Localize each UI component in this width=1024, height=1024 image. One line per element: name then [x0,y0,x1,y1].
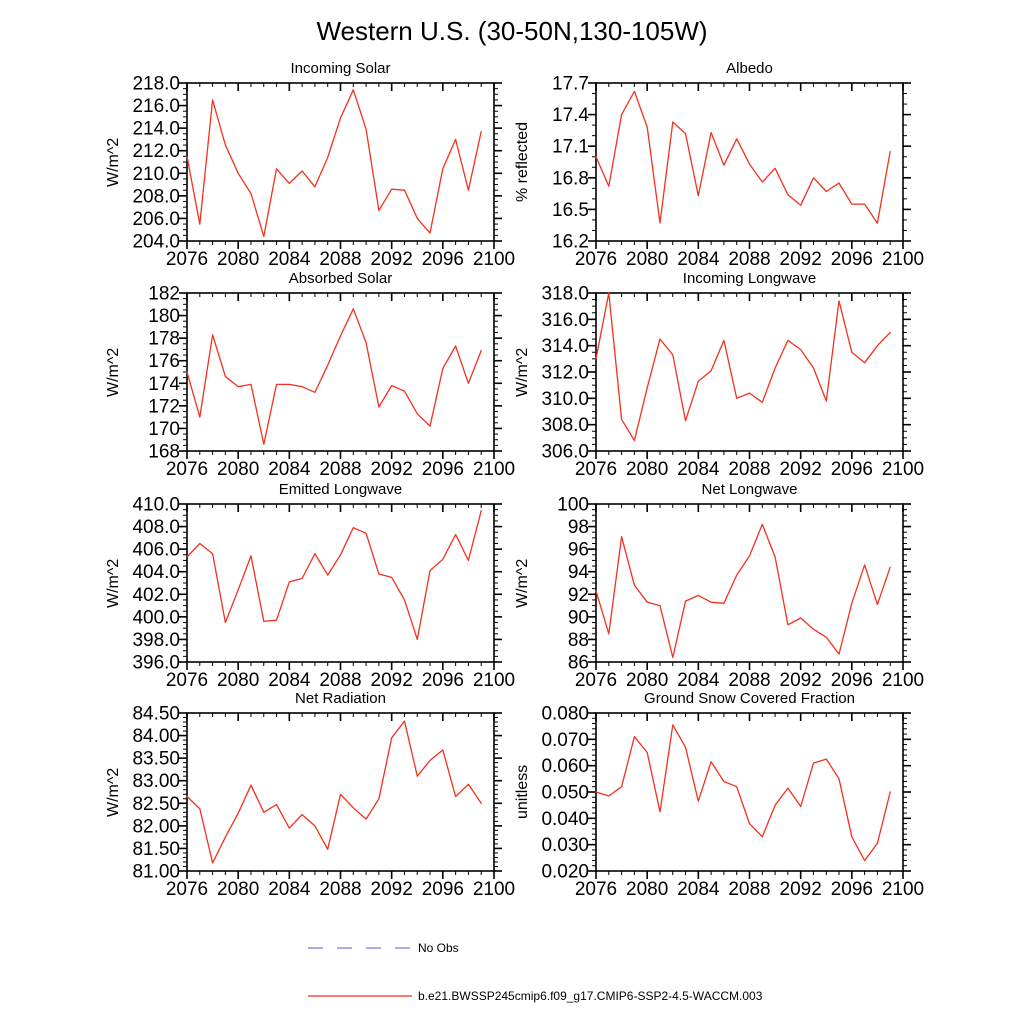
y-axis-label: W/m^2 [105,137,122,187]
y-tick-label: 83.50 [132,748,180,770]
y-axis-label: W/m^2 [105,347,122,397]
y-tick-label: 180 [148,306,180,328]
y-tick-label: 318.0 [541,283,589,305]
y-tick-label: 178 [148,328,180,350]
y-tick-label: 98 [567,517,589,539]
y-tick-label: 172 [148,396,180,418]
y-tick-label: 316.0 [541,309,589,331]
x-tick-label: 2100 [472,459,516,480]
x-tick-label: 2076 [574,459,618,480]
y-tick-label: 81.50 [132,838,180,860]
y-tick-label: 404.0 [132,562,180,584]
y-axis-label: % reflected [514,121,531,203]
data-series-line [596,725,890,861]
y-tick-label: 0.080 [541,703,589,725]
y-tick-label: 308.0 [541,415,589,437]
y-tick-label: 17.1 [552,136,589,158]
chart-incoming-solar [100,57,535,284]
x-tick-label: 2080 [217,879,260,900]
x-tick-label: 2100 [881,879,925,900]
x-tick-label: 2088 [319,670,362,691]
y-axis-label: W/m^2 [105,558,122,608]
x-tick-label: 2088 [728,459,771,480]
plot-frame [187,504,494,662]
legend-label-model-run: b.e21.BWSSP245cmip6.f09_g17.CMIP6-SSP2-4.5-WACCM.003 [418,989,763,1003]
plot-canvas [100,267,535,494]
x-axis [575,713,924,900]
y-tick-label: 306.0 [541,441,589,463]
plot-canvas [100,57,535,284]
y-tick-label: 84.00 [132,726,180,748]
x-tick-label: 2080 [217,459,260,480]
y-tick-label: 310.0 [541,388,589,410]
x-tick-label: 2076 [165,670,209,691]
x-tick-label: 2088 [728,249,771,270]
y-tick-label: 17.7 [552,73,589,95]
y-tick-label: 82.50 [132,793,180,815]
y-tick-label: 92 [567,584,589,606]
chart-title: Net Radiation [295,690,386,707]
y-axis [132,704,502,883]
x-tick-label: 2092 [779,249,822,270]
x-axis [166,83,515,270]
y-tick-label: 402.0 [132,584,180,606]
x-tick-label: 2080 [626,249,669,270]
y-axis-label: W/m^2 [514,558,531,608]
x-tick-label: 2096 [830,249,873,270]
x-tick-label: 2096 [421,670,464,691]
chart-title: Albedo [726,60,773,77]
plot-canvas [509,57,944,284]
y-tick-label: 86 [567,652,589,674]
y-tick-label: 82.00 [132,816,180,838]
y-tick-label: 400.0 [132,607,180,629]
plot-frame [187,293,494,451]
legend [300,933,820,1013]
x-tick-label: 2100 [881,249,925,270]
chart-net-longwave [509,478,944,705]
data-series-line [187,90,481,237]
plot-canvas [100,478,535,705]
plot-frame [596,504,903,662]
y-axis [132,495,502,674]
y-tick-label: 214.0 [132,118,180,140]
x-tick-label: 2092 [370,249,413,270]
y-tick-label: 90 [567,607,589,629]
y-tick-label: 0.050 [541,782,589,804]
x-tick-label: 2092 [370,879,413,900]
y-tick-label: 0.020 [541,861,589,883]
x-tick-label: 2076 [165,459,209,480]
x-axis [166,713,515,900]
chart-title: Incoming Solar [290,60,391,77]
plot-frame [596,293,903,451]
y-tick-label: 16.5 [552,199,589,221]
y-tick-label: 312.0 [541,362,589,384]
x-axis [575,293,924,480]
y-tick-label: 16.8 [552,168,589,190]
y-tick-label: 408.0 [132,517,180,539]
y-tick-label: 88 [567,629,589,651]
chart-title: Ground Snow Covered Fraction [644,690,855,707]
x-tick-label: 2092 [370,670,413,691]
y-axis [148,284,502,463]
x-tick-label: 2084 [268,249,311,270]
x-tick-label: 2080 [626,459,669,480]
y-tick-label: 396.0 [132,652,180,674]
y-tick-label: 174 [148,373,180,395]
y-tick-label: 410.0 [132,494,180,516]
y-tick-label: 314.0 [541,336,589,358]
x-tick-label: 2080 [217,249,260,270]
chart-absorbed-solar [100,267,535,494]
y-tick-label: 96 [567,539,589,561]
x-axis [166,504,515,691]
plot-canvas [509,687,944,914]
x-tick-label: 2100 [472,249,516,270]
x-tick-label: 2096 [830,670,873,691]
y-axis-label: unitless [514,764,531,820]
y-tick-label: 216.0 [132,96,180,118]
x-tick-label: 2092 [370,459,413,480]
y-tick-label: 206.0 [132,208,180,230]
y-tick-label: 168 [148,441,180,463]
x-tick-label: 2100 [472,879,516,900]
plot-frame [596,83,903,241]
plot-canvas [100,687,535,914]
x-tick-label: 2084 [268,670,311,691]
x-tick-label: 2076 [574,249,618,270]
x-tick-label: 2080 [626,670,669,691]
x-tick-label: 2084 [677,879,720,900]
x-tick-label: 2088 [728,879,771,900]
x-tick-label: 2088 [728,670,771,691]
x-axis [166,293,515,480]
x-tick-label: 2092 [779,670,822,691]
x-tick-label: 2076 [165,879,209,900]
chart-incoming-longwave [509,267,944,494]
page-title: Western U.S. (30-50N,130-105W) [316,16,708,46]
y-tick-label: 170 [148,418,180,440]
y-axis [541,704,911,883]
x-axis [575,504,924,691]
x-tick-label: 2096 [830,459,873,480]
y-tick-label: 81.00 [132,861,180,883]
x-tick-label: 2080 [217,670,260,691]
y-tick-label: 208.0 [132,186,180,208]
y-axis-label: W/m^2 [514,347,531,397]
chart-title: Net Longwave [701,481,798,498]
x-tick-label: 2096 [421,879,464,900]
x-tick-label: 2096 [421,459,464,480]
x-tick-label: 2092 [779,459,822,480]
plot-frame [187,713,494,871]
data-series-line [596,524,890,657]
chart-title: Incoming Longwave [682,270,817,287]
chart-title: Emitted Longwave [278,481,403,498]
y-tick-label: 182 [148,283,180,305]
x-tick-label: 2100 [881,670,925,691]
x-tick-label: 2096 [421,249,464,270]
x-tick-label: 2084 [268,879,311,900]
chart-title: Absorbed Solar [288,270,393,287]
x-tick-label: 2084 [677,249,720,270]
x-axis [575,83,924,270]
y-tick-label: 176 [148,351,180,373]
plot-canvas [509,478,944,705]
y-axis [552,74,911,253]
legend-label-no-obs: No Obs [418,941,459,955]
x-tick-label: 2100 [472,670,516,691]
x-tick-label: 2100 [881,459,925,480]
x-tick-label: 2084 [268,459,311,480]
y-tick-label: 212.0 [132,141,180,163]
x-tick-label: 2088 [319,249,362,270]
y-tick-label: 406.0 [132,539,180,561]
chart-emitted-longwave [100,478,535,705]
y-tick-label: 0.040 [541,808,589,830]
x-tick-label: 2076 [165,249,209,270]
y-axis-label: W/m^2 [105,767,122,817]
x-tick-label: 2084 [677,670,720,691]
x-tick-label: 2084 [677,459,720,480]
chart-ground-snow-covered-fraction [509,687,944,914]
data-series-line [187,309,481,444]
y-tick-label: 94 [567,562,589,584]
y-tick-label: 0.070 [541,729,589,751]
data-series-line [187,511,481,640]
plot-canvas [509,267,944,494]
x-tick-label: 2088 [319,879,362,900]
data-series-line [596,293,890,441]
y-tick-label: 0.060 [541,756,589,778]
y-tick-label: 17.4 [552,105,589,127]
y-axis [541,284,911,463]
x-tick-label: 2092 [779,879,822,900]
data-series-line [596,91,890,223]
x-tick-label: 2096 [830,879,873,900]
y-tick-label: 83.00 [132,771,180,793]
x-tick-label: 2088 [319,459,362,480]
data-series-line [187,721,481,863]
y-tick-label: 210.0 [132,163,180,185]
x-tick-label: 2076 [574,879,618,900]
x-tick-label: 2080 [626,879,669,900]
y-tick-label: 204.0 [132,231,180,253]
y-tick-label: 218.0 [132,73,180,95]
y-tick-label: 84.50 [132,703,180,725]
x-tick-label: 2076 [574,670,618,691]
chart-albedo [509,57,944,284]
y-tick-label: 16.2 [552,231,589,253]
y-tick-label: 100 [557,494,589,516]
y-tick-label: 398.0 [132,629,180,651]
chart-net-radiation [100,687,535,914]
y-tick-label: 0.030 [541,835,589,857]
